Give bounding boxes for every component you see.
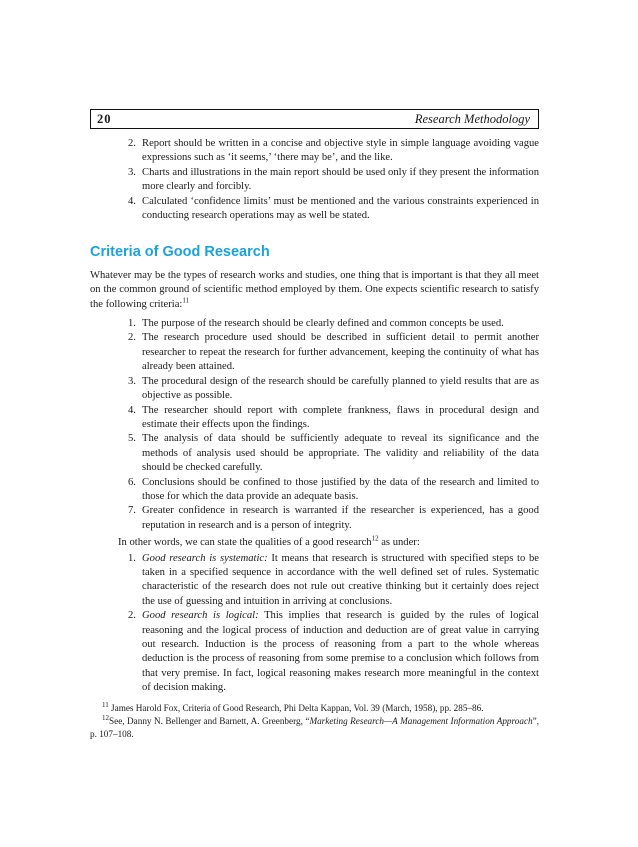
list-item: 3. Charts and illustrations in the main report should be used only if they present the information more clearly and forcibly. (128, 166, 539, 193)
section-heading: Criteria of Good Research (90, 244, 270, 261)
page-body (90, 137, 539, 741)
list-item: 4. Calculated ‘confidence limits’ must be mentioned and the various constraints experienced in conducting research operations may as well be stated. (128, 195, 539, 222)
list-item: 1. Good research is systematic: It means that research is structured with specified steps to be taken in a specified sequence in accordance with the well defined set of rules. Systematic characteristic of the research does not rule out creative thinking but it certainly does reject the use of guessing and intuition in arriving at conclusions. (128, 552, 539, 607)
list-item: 2. Report should be written in a concise and objective style in simple language avoiding vague expressions such as ‘it seems,’ ‘there may be’, and the like. (128, 138, 539, 164)
list-item: 1. The purpose of the research should be clearly defined and common concepts be used. (128, 318, 504, 330)
qualities-paragraph: In other words, we can state the qualities of a good research$^{12}$ as under: (118, 534, 420, 549)
page-header (90, 109, 539, 129)
quality-term: Good research is systematic: (142, 552, 268, 564)
footnotes (90, 702, 539, 741)
list-item: 2. Good research is logical: This implies that research is guided by the rules of logical reasoning and the logical process of induction and deduction are of great value in carrying out research. Induction is the process of reasoning from a part to the whole whereas deduction is the process of reasoning from some premise to a conclusion which follows from that very premise. In fact, logical reasoning makes research more meaningful in the context of decision making. (128, 610, 539, 694)
quality-term: Good research is logical: (142, 610, 259, 622)
page-number: 20 (97, 111, 112, 126)
footnote-ref: 12 (371, 534, 379, 543)
footnote-ref: 11 (182, 296, 190, 305)
footnote: $^{12}$See, Danny N. Bellenger and Barnett, A. Greenberg, “Marketing Research—A Management Information Approach”, p. 107–108. (90, 713, 539, 739)
list-item: 5. The analysis of data should be sufficiently adequate to reveal its significance and the methods of analysis used should be appropriate. The validity and reliability of the data should be checked carefully. (128, 433, 539, 474)
list-item: 6. Conclusions should be confined to those justified by the data of the research and limited to those for which the data provide an adequate basis. (128, 476, 539, 502)
list-item: 7. Greater confidence in research is warranted if the researcher is experienced, has a good reputation in research and is a person of integrity. (128, 505, 539, 531)
list-item: 3. The procedural design of the research should be carefully planned to yield results that are as objective as possible. (128, 375, 539, 402)
report-guidelines-list (90, 137, 539, 223)
criteria-list (90, 317, 539, 533)
qualities-list (90, 552, 539, 696)
footnote: $^{11}$ James Harold Fox, Criteria of Good Research, Phi Delta Kappan, Vol. 39 (March, 1958), pp. 285–86. (102, 700, 484, 713)
list-item: 2. The research procedure used should be described in sufficient detail to permit another researcher to repeat the research for further advancement, keeping the continuity of what has already been attained. (128, 332, 539, 373)
list-item: 4. The researcher should report with complete frankness, flaws in procedural design and estimate their effects upon the findings. (128, 404, 539, 430)
running-title: Research Methodology (414, 111, 530, 126)
intro-paragraph: Whatever may be the types of research works and studies, one thing that is important is that they all meet on the common ground of scientific method employed by them. One expects scientific research to satisfy the following criteria:$^{11}$ (90, 269, 539, 310)
